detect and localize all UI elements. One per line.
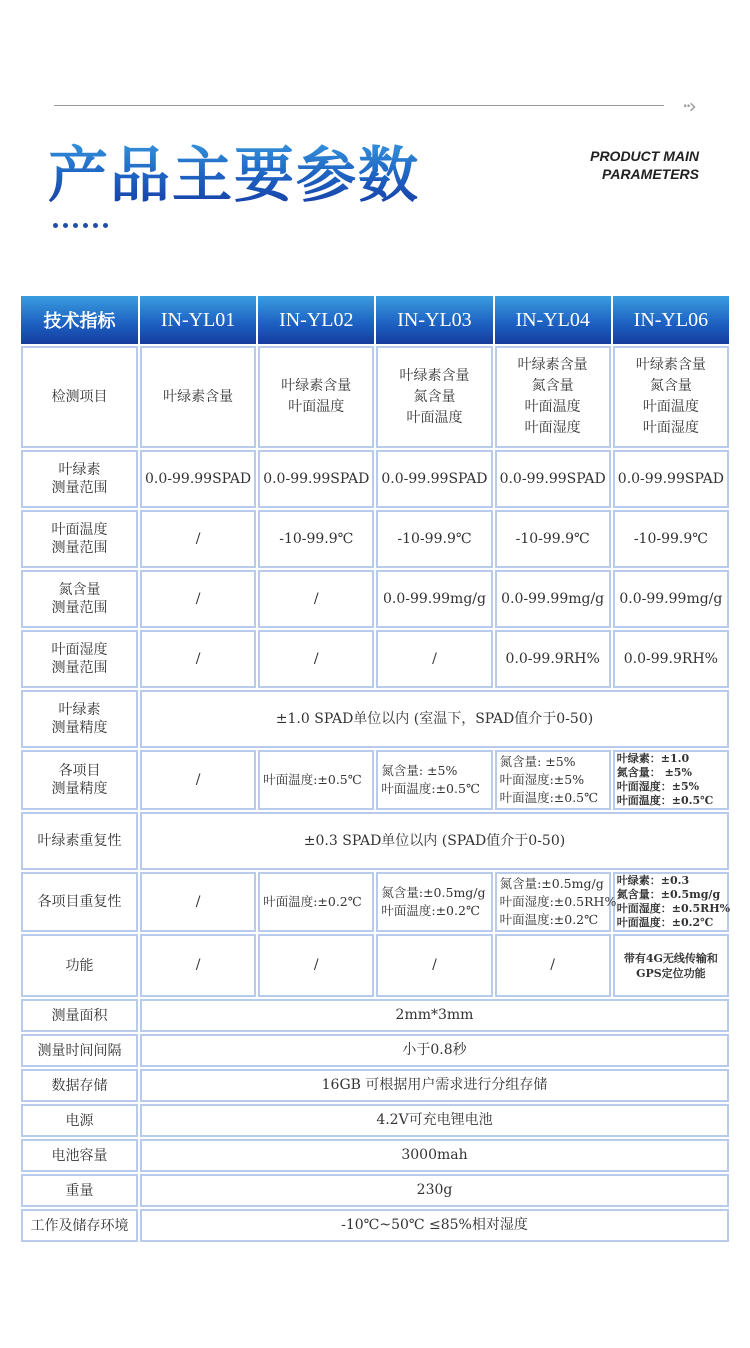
- row-label-line: 检测项目: [51, 389, 108, 405]
- row-label: [21, 1139, 138, 1172]
- cell-line: /: [195, 530, 201, 547]
- cell-line: /: [195, 771, 201, 788]
- table-cell: [613, 934, 729, 997]
- cell-line: 叶面温度: [642, 399, 699, 415]
- row-label-line: 重量: [65, 1182, 94, 1199]
- row-label: [21, 690, 138, 748]
- cell-line: GPS定位功能: [636, 966, 706, 980]
- row-label-line: 各项目重复性: [37, 894, 122, 910]
- table-row: [21, 1034, 729, 1067]
- table-cell: [140, 510, 256, 568]
- table-cell: [613, 630, 729, 688]
- cell-line: 叶面温度:±0.2℃: [499, 912, 599, 927]
- cell-line: -10-99.9℃: [633, 530, 708, 547]
- page-title: 产品主要参数: [48, 128, 420, 214]
- table-row: [21, 934, 729, 997]
- header-divider: [54, 105, 664, 106]
- row-label: [21, 1209, 138, 1242]
- table-cell: [376, 934, 492, 997]
- row-label-line: 测量精度: [51, 720, 108, 736]
- table-cell: [613, 750, 729, 810]
- cell-line: 16GB 可根据用户需求进行分组存储: [321, 1077, 548, 1093]
- row-label: [21, 872, 138, 932]
- column-header-spec: 技术指标: [21, 296, 138, 344]
- cell-line: 0.0-99.99SPAD: [617, 470, 724, 487]
- cell-line: 叶面湿度:±5%: [499, 772, 585, 787]
- table-row: [21, 1174, 729, 1207]
- row-label: [21, 999, 138, 1032]
- cell-line: 叶面温度: [406, 409, 463, 426]
- row-label-line: 测量范围: [51, 660, 108, 676]
- decorative-dots: [53, 223, 108, 228]
- cell-line: 0.0-99.99SPAD: [145, 470, 252, 487]
- cell-line: 叶面湿度：±0.5RH%: [616, 902, 731, 915]
- table-cell: [376, 510, 492, 568]
- cell-line: 0.0-99.99mg/g: [382, 590, 486, 607]
- cell-line: 叶面温度:±0.5℃: [499, 790, 599, 805]
- table-cell: [140, 630, 256, 688]
- cell-line: 0.0-99.99SPAD: [381, 470, 488, 487]
- table-cell: [613, 872, 729, 932]
- cell-line: ±1.0 SPAD单位以内 (室温下，SPAD值介于0-50): [275, 710, 594, 727]
- cell-line: /: [432, 650, 437, 667]
- table-cell: [376, 570, 492, 628]
- table-row: [21, 1209, 729, 1242]
- table-cell: [140, 1104, 729, 1137]
- cell-line: 氮含量: ±5%: [499, 754, 576, 769]
- table-row: [21, 1139, 729, 1172]
- row-label-line: 叶面温度: [51, 522, 108, 538]
- cell-line: ±0.3 SPAD单位以内 (SPAD值介于0-50): [303, 832, 566, 849]
- table-row: [21, 510, 729, 568]
- table-cell: [495, 872, 617, 932]
- cell-line: 叶绿素含量: [163, 388, 234, 405]
- row-label-line: 测量时间间隔: [37, 1042, 122, 1059]
- cell-line: 带有4G无线传输和: [623, 951, 718, 965]
- row-label-line: 测量范围: [51, 600, 108, 616]
- row-label: [21, 570, 138, 628]
- row-label-line: 功能: [65, 957, 94, 974]
- table-cell: [613, 450, 729, 508]
- cell-line: 叶绿素含量: [281, 378, 352, 394]
- table-cell: [258, 570, 374, 628]
- row-label-line: 数据存储: [51, 1077, 108, 1094]
- column-header-model: IN-YL01: [140, 296, 256, 344]
- cell-line: 0.0-99.99mg/g: [619, 590, 723, 607]
- row-label: [21, 1034, 138, 1067]
- cell-line: 230g: [416, 1182, 453, 1198]
- table-cell: [495, 570, 611, 628]
- table-row: [21, 346, 729, 448]
- row-label-line: 测量范围: [51, 540, 108, 556]
- english-title: [590, 147, 699, 183]
- table-cell: [495, 450, 611, 508]
- cell-line: /: [313, 590, 319, 607]
- cell-line: 叶绿素含量: [399, 367, 470, 384]
- column-header-model: IN-YL06: [613, 296, 729, 344]
- cell-line: 叶面温度:±0.5℃: [381, 781, 480, 796]
- cell-line: 氮含量: [413, 388, 456, 405]
- table-row: [21, 690, 729, 748]
- row-label: [21, 346, 138, 448]
- row-label-line: 叶绿素: [58, 462, 101, 478]
- table-cell: [613, 346, 729, 448]
- cell-line: /: [195, 650, 201, 667]
- cell-line: -10℃~50℃ ≤85%相对湿度: [341, 1217, 528, 1233]
- table-row: [21, 812, 729, 870]
- table-cell: [140, 346, 256, 448]
- cell-line: 氮含量： ±5%: [616, 766, 692, 779]
- table-cell: [140, 1209, 729, 1242]
- cell-line: 0.0-99.9RH%: [505, 650, 600, 667]
- row-label-line: 叶绿素: [58, 702, 101, 718]
- table-cell: [258, 934, 374, 997]
- cell-line: /: [432, 957, 437, 973]
- cell-line: /: [313, 957, 319, 973]
- cell-line: -10-99.9℃: [279, 530, 354, 547]
- table-cell: [140, 750, 256, 810]
- cell-line: /: [195, 957, 201, 973]
- cell-line: 氮含量: [649, 378, 692, 394]
- cell-line: -10-99.9℃: [515, 530, 590, 547]
- table-cell: [495, 346, 611, 448]
- cell-line: 叶面温度:±0.2℃: [263, 894, 362, 909]
- cell-line: 叶面温度:±0.5℃: [263, 772, 362, 787]
- cell-line: 氮含量:±0.5mg/g: [381, 885, 486, 900]
- table-cell: [258, 872, 374, 932]
- cell-line: 氮含量:±0.5mg/g: [499, 876, 604, 891]
- table-header-row: [21, 296, 729, 344]
- cell-line: 叶面温度：±0.2℃: [616, 916, 714, 929]
- table-row: [21, 450, 729, 508]
- row-label: [21, 450, 138, 508]
- row-label-line: 工作及储存环境: [30, 1217, 129, 1234]
- table-cell: [613, 570, 729, 628]
- cell-line: 叶面湿度: [642, 420, 699, 436]
- table-row: [21, 630, 729, 688]
- cell-line: 4.2V可充电锂电池: [376, 1112, 493, 1128]
- row-label-line: 测量精度: [51, 781, 108, 797]
- cell-line: 叶面温度: [524, 399, 581, 415]
- row-label: [21, 750, 138, 810]
- english-title-line1: PRODUCT MAIN: [590, 148, 699, 164]
- table-row: [21, 872, 729, 932]
- table-cell: [140, 1034, 729, 1067]
- table-row: [21, 570, 729, 628]
- table-cell: [376, 346, 492, 448]
- row-label-line: 氮含量: [58, 582, 101, 598]
- column-header-model: IN-YL03: [376, 296, 492, 344]
- cell-line: /: [550, 957, 556, 973]
- table-cell: [376, 630, 492, 688]
- cell-line: 叶绿素：±1.0: [616, 752, 690, 765]
- table-cell: [495, 750, 611, 810]
- double-chevron-right-icon: ··›: [682, 94, 694, 118]
- table-cell: [613, 510, 729, 568]
- cell-line: 叶绿素含量: [635, 357, 706, 373]
- table-cell: [140, 1174, 729, 1207]
- cell-line: 2mm*3mm: [395, 1007, 474, 1023]
- table-cell: [140, 450, 256, 508]
- cell-line: 0.0-99.99mg/g: [501, 590, 605, 607]
- row-label: [21, 1174, 138, 1207]
- table-cell: [140, 570, 256, 628]
- cell-line: /: [313, 650, 319, 667]
- row-label-line: 叶面湿度: [51, 642, 108, 658]
- cell-line: /: [195, 893, 201, 910]
- row-label: [21, 812, 138, 870]
- row-label: [21, 630, 138, 688]
- cell-line: 叶面温度: [288, 399, 345, 415]
- cell-line: 叶面湿度: [524, 420, 581, 436]
- table-cell: [376, 872, 492, 932]
- table-cell: [495, 630, 611, 688]
- row-label: [21, 1104, 138, 1137]
- table-row: [21, 1104, 729, 1137]
- cell-line: /: [195, 590, 201, 607]
- cell-line: 叶面温度：±0.5℃: [616, 794, 714, 807]
- row-label-line: 各项目: [58, 763, 101, 779]
- table-cell: [258, 750, 374, 810]
- cell-line: 叶面湿度:±0.5RH%: [499, 894, 617, 909]
- table-cell: [140, 1069, 729, 1102]
- cell-line: 叶绿素含量: [517, 357, 588, 373]
- cell-line: -10-99.9℃: [397, 530, 472, 547]
- column-header-model: IN-YL04: [495, 296, 611, 344]
- row-label-line: 测量面积: [51, 1007, 108, 1024]
- cell-line: 氮含量: [531, 378, 574, 394]
- cell-line: 叶面温度:±0.2℃: [381, 903, 480, 918]
- table-cell: [495, 510, 611, 568]
- table-cell: [140, 812, 729, 870]
- row-label-line: 电池容量: [51, 1147, 108, 1164]
- column-header-model: IN-YL02: [258, 296, 374, 344]
- table-cell: [258, 346, 374, 448]
- table-row: [21, 1069, 729, 1102]
- table-cell: [140, 1139, 729, 1172]
- table-cell: [258, 630, 374, 688]
- cell-line: 叶面湿度：±5%: [616, 780, 700, 793]
- table-row: [21, 750, 729, 810]
- table-cell: [140, 999, 729, 1032]
- table-cell: [258, 450, 374, 508]
- table-cell: [140, 934, 256, 997]
- table-cell: [495, 934, 611, 997]
- row-label-line: 测量范围: [51, 480, 108, 496]
- english-title-line2: PARAMETERS: [602, 166, 699, 182]
- row-label: [21, 510, 138, 568]
- table-cell: [140, 872, 256, 932]
- cell-line: 叶绿素：±0.3: [616, 874, 690, 887]
- cell-line: 0.0-99.9RH%: [623, 650, 718, 667]
- cell-line: 氮含量: ±5%: [381, 763, 458, 778]
- cell-line: 0.0-99.99SPAD: [499, 470, 606, 487]
- row-label: [21, 934, 138, 997]
- table-cell: [258, 510, 374, 568]
- table-cell: [376, 750, 492, 810]
- parameters-table: [19, 294, 731, 1244]
- row-label-line: 电源: [65, 1112, 94, 1129]
- cell-line: 小于0.8秒: [402, 1042, 467, 1058]
- cell-line: 氮含量：±0.5mg/g: [616, 888, 721, 901]
- table-cell: [376, 450, 492, 508]
- cell-line: 3000mah: [401, 1147, 468, 1163]
- cell-line: 0.0-99.99SPAD: [263, 470, 370, 487]
- table-cell: [140, 690, 729, 748]
- row-label: [21, 1069, 138, 1102]
- table-row: [21, 999, 729, 1032]
- row-label-line: 叶绿素重复性: [37, 833, 122, 849]
